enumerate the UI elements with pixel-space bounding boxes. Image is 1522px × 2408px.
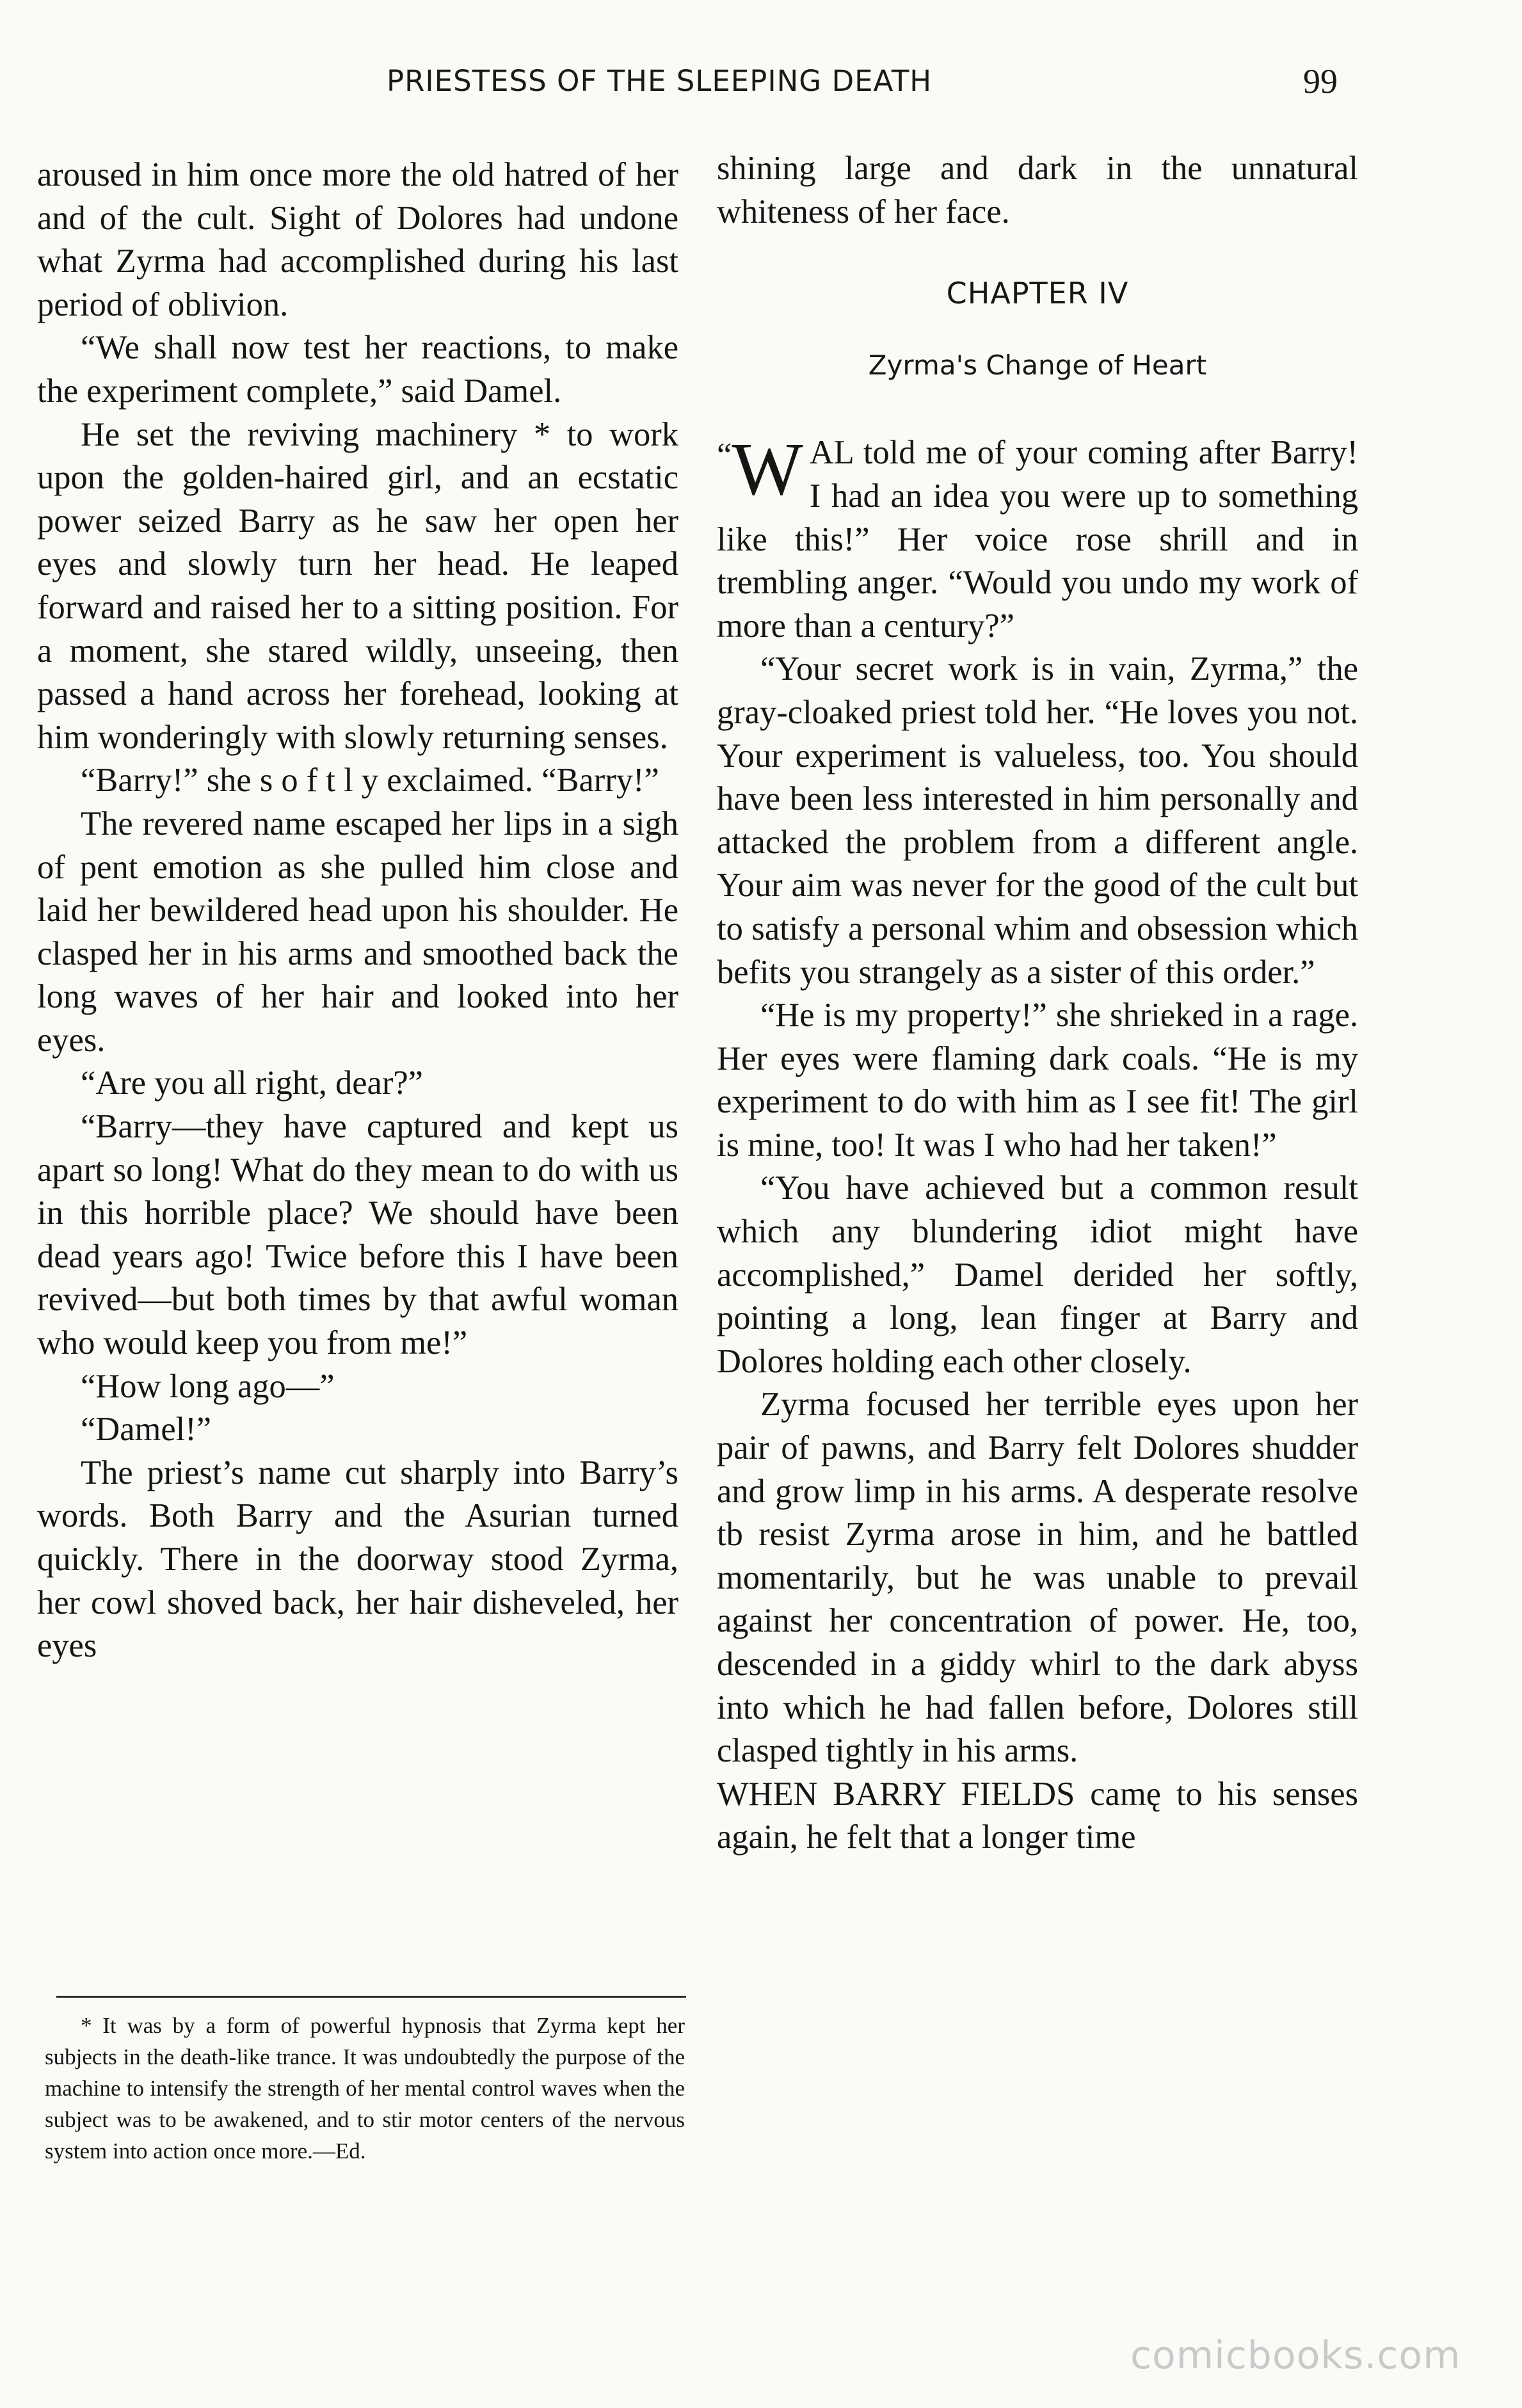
paragraph: shining large and dark in the unnatural whiteness of her face. [717,150,1358,230]
paragraph: “He is my property!” she shrieked in a rage. Her eyes were flaming dark coals. “He is my experiment to do with him as I see fit! The girl is mine, too! It was I who had her taken!” [717,997,1358,1164]
chapter-title: Zyrma's Change of Heart [868,349,1207,381]
chapter-number: CHAPTER IV [946,276,1129,311]
paragraph: Zyrma focused her terrible eyes upon her pair of pawns, and Barry felt Dolores shudder and grow limp in his arms. A desperate resolve tb resist Zyrma arose in him, and he battled momentarily, but he was unable to prevail against her concentration of power. He, too, descended in a giddy whirl to the dark abyss into which he had fallen before, Dolores still clasped tightly in his arms. [717,1386,1358,1770]
chapter-opening-paragraph [717,427,1358,648]
open-quote: “ [717,437,732,474]
drop-cap: W [732,427,803,511]
paragraph: “Damel!” [81,1411,212,1449]
running-header [0,64,1522,122]
footnote [45,2010,685,2167]
page-number: 99 [1303,62,1338,100]
paragraph: The revered name escaped her lips in a sigh of pent emotion as she pulled him close and laid her bewildered head upon his shoulder. He clasped her in his arms and smoothed back the long waves of her hair and looked into her eyes. [37,805,678,1059]
running-title: PRIESTESS OF THE SLEEPING DEATH [387,64,933,98]
paragraph: He set the reviving machinery * to work upon the golden-haired girl, and an ecstatic power seized Barry as he saw her open her eyes and slowly turn her head. He leaped forward and raised her to a sitting position. For a moment, she stared wildly, unseeing, then passed a hand across her forehead, looking at him wonderingly with slowly returning senses. [37,415,678,756]
paragraph: “Barry!” she s o f t l y exclaimed. “Barry!” [81,762,659,799]
footnote-text: * It was by a form of powerful hypnosis that Zyrma kept her subjects in the death-like trance. It was undoubtedly the purpose of the machine to intensify the strength of her mental control waves when the subject was to be awakened, and to stir motor centers of the nervous system into action once more.—Ed. [45,2013,685,2163]
right-column [717,147,1358,1859]
paragraph: “Barry—they have captured and kept us apart so long! What do they mean to do with us in this horrible place? We should have been dead years ago! Twice before this I have been revived—but both times by that awful woman who would keep you from me!” [37,1108,678,1362]
paragraph: “You have achieved but a common result which any blundering idiot might have accomplished,” Damel derided her softly, pointing a long, lean finger at Barry and Dolores holding each other closely. [717,1169,1358,1380]
paragraph-text: AL told me of your coming after Barry! I had an idea you were up to something like this!” Her voice rose shrill and in trembling anger. “Would you undo my work of more than a century?” [717,434,1358,645]
watermark: comicbooks.com [1130,2333,1461,2378]
paragraph: The priest’s name cut sharply into Barry’s words. Both Barry and the Asurian turned quickly. There in the doorway stood Zyrma, her cowl shoved back, her hair disheveled, her eyes [37,1454,678,1665]
paragraph: “Your secret work is in vain, Zyrma,” the gray-cloaked priest told her. “He loves you not. Your experiment is valueless, too. You should have been less interested in him personally and attacked the problem from a different angle. Your aim was never for the good of the cult but to satisfy a personal whim and obsession which befits you strangely as a sister of this order.” [717,650,1358,991]
paragraph: “We shall now test her reactions, to make the experiment complete,” said Damel. [37,329,678,410]
left-column [37,154,678,1668]
section-start-paragraph: WHEN BARRY FIELDS camę to his senses again, he felt that a longer time [717,1775,1358,1856]
paragraph: “How long ago—” [81,1367,335,1405]
paragraph: aroused in him once more the old hatred of her and of the cult. Sight of Dolores had undone what Zyrma had accomplished during his last period of oblivion. [37,156,678,323]
footnote-divider [56,1996,686,1998]
paragraph: “Are you all right, dear?” [81,1064,423,1102]
